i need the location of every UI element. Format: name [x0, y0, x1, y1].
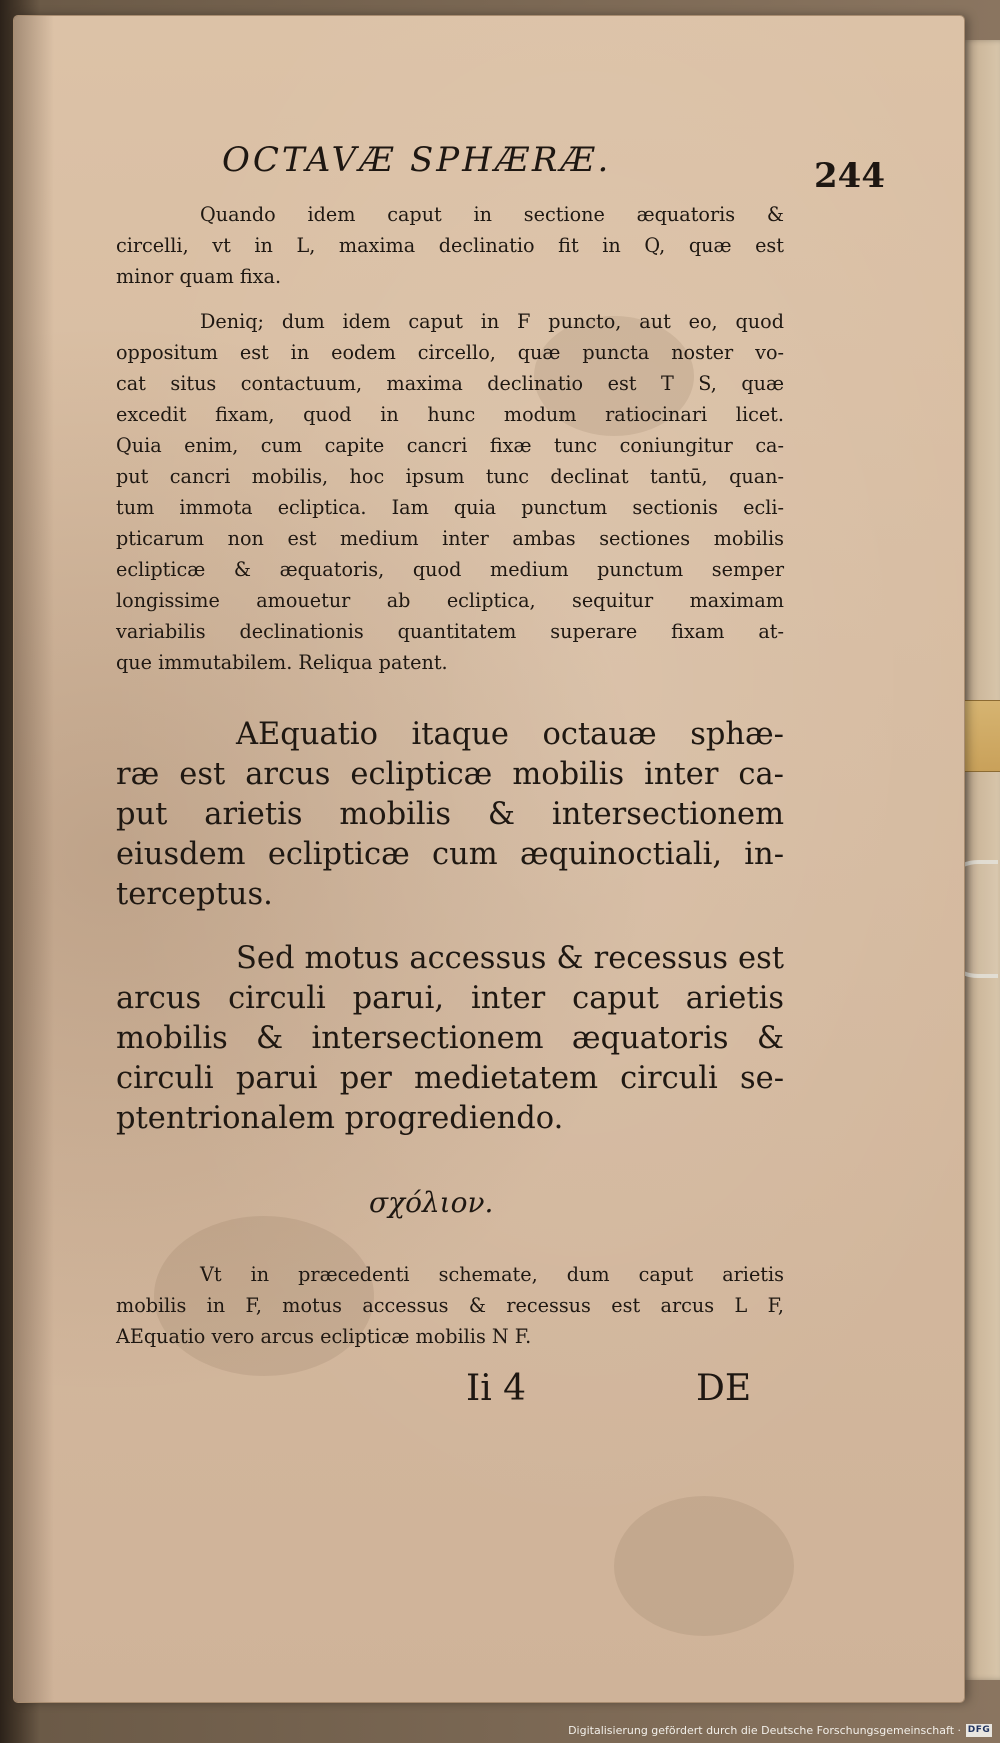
- credit-text: Digitalisierung gefördert durch die Deutsche Forschungsgemeinschaft ·: [568, 1724, 961, 1737]
- scholium-heading: σχόλιον.: [369, 1186, 494, 1219]
- paragraph-2: [116, 306, 784, 678]
- text-line: ptentrionalem progrediendo.: [116, 1101, 564, 1136]
- text-line: put arietis mobilis & intersectionem: [116, 797, 784, 832]
- text-line: AEquatio itaque octauæ sphæ-: [236, 717, 784, 752]
- text-line: minor quam fixa.: [116, 265, 282, 288]
- book-page: [14, 16, 964, 1702]
- text-line: circuli parui per medietatem circuli se-: [116, 1061, 784, 1096]
- text-line: mobilis & intersectionem æquatoris &: [116, 1021, 784, 1056]
- bookmark-tab: [964, 700, 1000, 772]
- text-line: arcus circuli parui, inter caput arietis: [116, 981, 784, 1016]
- text-line: longissime amouetur ab ecliptica, sequitur maximam: [116, 589, 784, 612]
- text-line: Quando idem caput in sectione æquatoris &: [200, 203, 784, 226]
- text-line: Vt in præcedenti schemate, dum caput arietis: [200, 1263, 784, 1286]
- definition-motus: [116, 939, 784, 1139]
- text-line: Quia enim, cum capite cancri fixæ tunc coniungitur ca-: [116, 434, 784, 457]
- text-line: excedit fixam, quod in hunc modum ratiocinari licet.: [116, 403, 784, 426]
- text-line: ræ est arcus eclipticæ mobilis inter ca-: [116, 757, 784, 792]
- running-head: OCTAVÆ SPHÆRÆ.: [222, 140, 612, 180]
- text-line: Sed motus accessus & recessus est: [236, 941, 784, 976]
- text-line: cat situs contactuum, maxima declinatio est T S, quæ: [116, 372, 784, 395]
- text-line: circelli, vt in L, maxima declinatio fit in Q, quæ est: [116, 234, 784, 257]
- paragraph-1: [116, 199, 784, 292]
- scholium-text: [116, 1259, 784, 1352]
- text-line: put cancri mobilis, hoc ipsum tunc declinat tantū, quan-: [116, 465, 784, 488]
- catchword: DE: [696, 1368, 752, 1409]
- text-line: tum immota ecliptica. Iam quia punctum sectionis ecli-: [116, 496, 784, 519]
- dfg-logo-icon: DFG: [967, 1725, 991, 1735]
- definition-aequatio: [116, 715, 784, 915]
- text-line: eclipticæ & æquatoris, quod medium punctum semper: [116, 558, 784, 581]
- signature-mark: Ii 4: [466, 1368, 527, 1409]
- text-line: eiusdem eclipticæ cum æquinoctiali, in-: [116, 837, 784, 872]
- text-line: pticarum non est medium inter ambas sectiones mobilis: [116, 527, 784, 550]
- text-line: variabilis declinationis quantitatem superare fixam at-: [116, 620, 784, 643]
- page-number: 244: [814, 156, 885, 196]
- text-line: mobilis in F, motus accessus & recessus est arcus L F,: [116, 1294, 784, 1317]
- digitization-credit: [568, 1724, 992, 1737]
- text-line: Deniq; dum idem caput in F puncto, aut eo, quod: [200, 310, 784, 333]
- text-line: oppositum est in eodem circello, quæ puncta noster vo-: [116, 341, 784, 364]
- text-line: terceptus.: [116, 877, 273, 912]
- text-line: que immutabilem. Reliqua patent.: [116, 651, 448, 674]
- text-line: AEquatio vero arcus eclipticæ mobilis N F.: [116, 1325, 532, 1348]
